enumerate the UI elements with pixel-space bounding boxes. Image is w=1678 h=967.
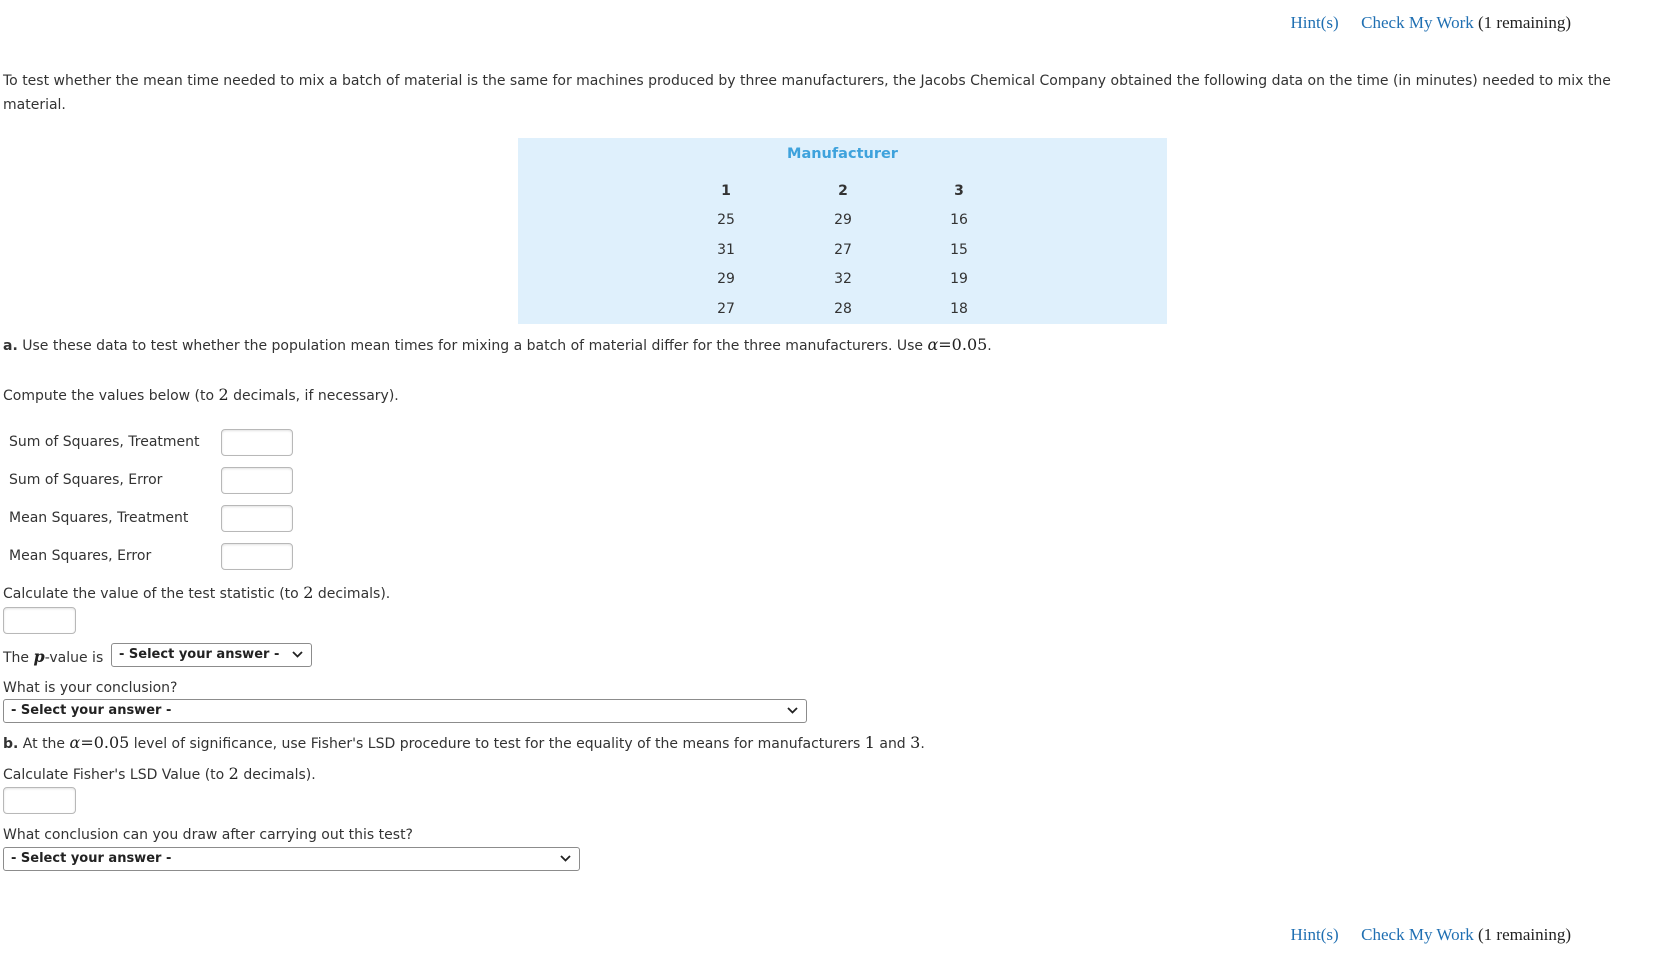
column-header: 1 (721, 183, 731, 199)
remaining-count-bottom: (1 remaining) (1478, 925, 1571, 944)
lsd-instruction-num: 2 (228, 764, 239, 783)
p-value-select-value: - Select your answer - (119, 647, 280, 662)
check-my-work-link-top[interactable]: Check My Work (1361, 13, 1474, 32)
p-value-pre: The (3, 650, 30, 666)
lsd-conclusion-question: What conclusion can you draw after carrying out this test? (3, 827, 413, 843)
table-cell: 15 (950, 242, 968, 258)
ss-treatment-input[interactable] (221, 429, 293, 456)
hints-link-top[interactable]: Hint(s) (1290, 13, 1339, 32)
compute-instruction-pre: Compute the values below (to (3, 388, 215, 404)
table-cell: 25 (717, 212, 735, 228)
remaining-count-top: (1 remaining) (1478, 13, 1571, 32)
conclusion-question: What is your conclusion? (3, 680, 178, 696)
p-value-label (3, 647, 103, 666)
conclusion-select-value: - Select your answer - (11, 703, 172, 718)
field-label: Sum of Squares, Error (9, 472, 163, 488)
test-statistic-input[interactable] (3, 607, 76, 634)
part-b-question (3, 733, 925, 752)
field-label: Mean Squares, Error (9, 548, 152, 564)
table-cell: 28 (834, 301, 852, 317)
test-statistic-num: 2 (303, 583, 314, 602)
part-a-question (3, 335, 992, 354)
compute-instruction (3, 385, 399, 404)
table-cell: 16 (950, 212, 968, 228)
manufacturer-3: 3 (910, 733, 921, 752)
ms-treatment-input[interactable] (221, 505, 293, 532)
lsd-instruction-post: decimals). (243, 767, 316, 783)
test-statistic-instruction (3, 583, 390, 602)
table-cell: 31 (717, 242, 735, 258)
alpha-value: 0.05 (93, 733, 130, 752)
compute-instruction-post: decimals, if necessary). (233, 388, 399, 404)
part-a-letter: a. (3, 338, 18, 354)
field-label: Sum of Squares, Treatment (9, 434, 200, 450)
conclusion-select[interactable] (3, 699, 807, 723)
chevron-down-icon (559, 852, 572, 865)
p-symbol: p (33, 647, 45, 666)
part-a-text: Use these data to test whether the population mean times for mixing a batch of material differ for the three manufacturers. Use (22, 338, 923, 354)
equals-sign: = (80, 733, 94, 752)
top-links (1290, 13, 1571, 33)
table-cell: 29 (717, 271, 735, 287)
alpha-value: 0.05 (951, 335, 988, 354)
part-b-text-mid: level of significance, use Fisher's LSD procedure to test for the equality of the means for manufacturers (133, 736, 861, 752)
table-cell: 32 (834, 271, 852, 287)
lsd-instruction-pre: Calculate Fisher's LSD Value (to (3, 767, 225, 783)
ms-error-input[interactable] (221, 543, 293, 570)
table-cell: 27 (717, 301, 735, 317)
chevron-down-icon (291, 648, 304, 661)
lsd-instruction (3, 764, 316, 783)
table-cell: 29 (834, 212, 852, 228)
field-label: Mean Squares, Treatment (9, 510, 189, 526)
part-b-and: and (879, 736, 906, 752)
ss-error-input[interactable] (221, 467, 293, 494)
p-value-post: -value is (44, 650, 104, 666)
lsd-conclusion-select[interactable] (3, 847, 580, 871)
check-my-work-link-bottom[interactable]: Check My Work (1361, 925, 1474, 944)
alpha-symbol: α (927, 335, 939, 354)
column-header: 3 (954, 183, 964, 199)
p-value-select[interactable] (111, 643, 312, 667)
equals-sign: = (938, 335, 952, 354)
alpha-symbol: α (69, 733, 81, 752)
lsd-conclusion-select-value: - Select your answer - (11, 851, 172, 866)
test-statistic-post: decimals). (317, 586, 391, 602)
lsd-value-input[interactable] (3, 787, 76, 814)
test-statistic-pre: Calculate the value of the test statistic (to (3, 586, 299, 602)
chevron-down-icon (786, 704, 799, 717)
hints-link-bottom[interactable]: Hint(s) (1290, 925, 1339, 944)
part-b-text-pre: At the (22, 736, 66, 752)
column-header: 2 (838, 183, 848, 199)
bottom-links (1290, 925, 1571, 945)
table-cell: 27 (834, 242, 852, 258)
compute-instruction-num: 2 (218, 385, 229, 404)
table-caption: Manufacturer (787, 146, 898, 162)
table-cell: 18 (950, 301, 968, 317)
part-b-end: . (920, 736, 925, 752)
part-a-end: . (987, 338, 992, 354)
part-b-letter: b. (3, 736, 19, 752)
table-cell: 19 (950, 271, 968, 287)
problem-intro: To test whether the mean time needed to mix a batch of material is the same for machines produced by three manufacturers, the Jacobs Chemical Company obtained the following data on the time (in minutes) needed to mix the material. (3, 73, 1611, 113)
manufacturer-1: 1 (864, 733, 875, 752)
data-table (518, 138, 1167, 324)
